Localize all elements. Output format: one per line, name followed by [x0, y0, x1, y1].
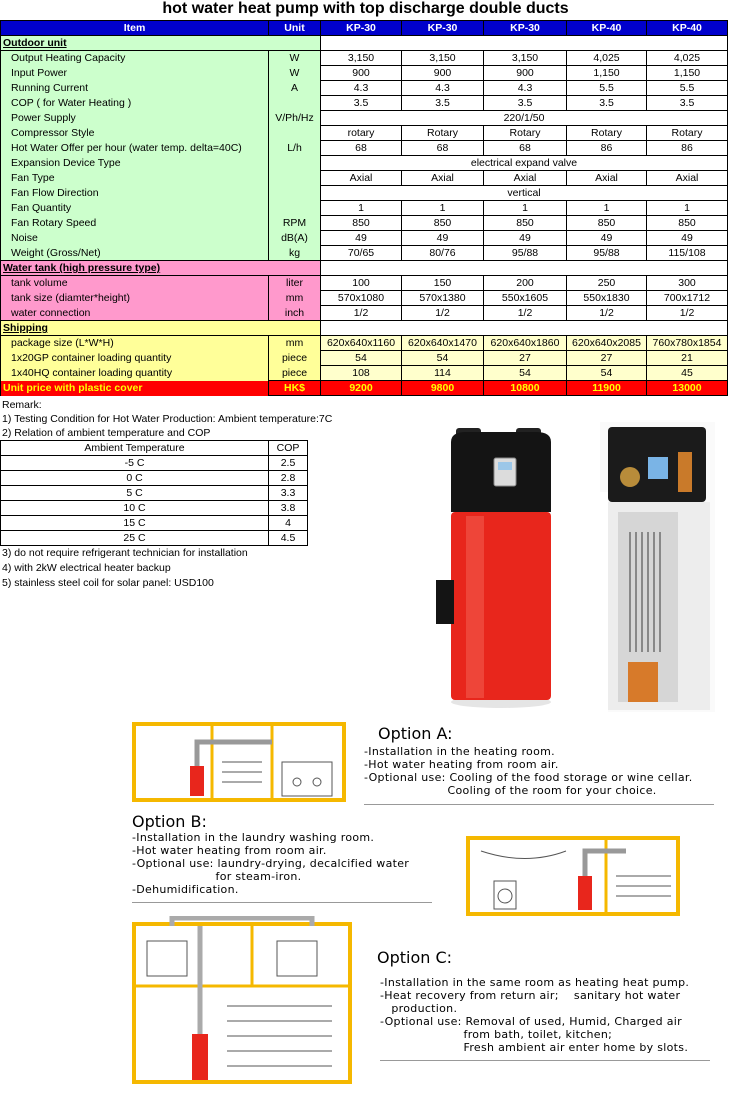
table-row	[1, 516, 308, 531]
row-unit	[269, 96, 321, 111]
table-row	[1, 216, 728, 231]
header-model: KP-30	[402, 21, 484, 36]
table-row	[1, 66, 728, 81]
price-value: 10800	[484, 381, 567, 396]
row-value: 68	[402, 141, 484, 156]
row-value: 49	[647, 231, 728, 246]
row-value: 850	[484, 216, 567, 231]
row-value: 570x1380	[402, 291, 484, 306]
row-label: Compressor Style	[1, 126, 269, 141]
cop-value: 4.5	[269, 531, 308, 546]
row-value: 1	[402, 201, 484, 216]
row-value: 1,150	[647, 66, 728, 81]
row-value: 27	[484, 351, 567, 366]
row-value: 3,150	[402, 51, 484, 66]
header-model: KP-40	[647, 21, 728, 36]
row-label: Expansion Device Type	[1, 156, 269, 171]
row-value: 550x1605	[484, 291, 567, 306]
row-value: 250	[567, 276, 647, 291]
option-a-title: Option A:	[378, 724, 453, 743]
row-unit: piece	[269, 351, 321, 366]
header-model: KP-30	[484, 21, 567, 36]
row-label: Fan Rotary Speed	[1, 216, 269, 231]
row-value: 54	[321, 351, 402, 366]
table-row	[1, 351, 728, 366]
row-label: COP ( for Water Heating )	[1, 96, 269, 111]
table-row	[1, 501, 308, 516]
table-row	[1, 306, 728, 321]
row-value: 620x640x1470	[402, 336, 484, 351]
table-row	[1, 141, 728, 156]
section-tank	[1, 261, 728, 276]
row-value: 54	[567, 366, 647, 381]
row-value: 1/2	[402, 306, 484, 321]
row-value: 1,150	[567, 66, 647, 81]
row-value: 3,150	[484, 51, 567, 66]
option-c-divider	[380, 1060, 710, 1061]
table-row	[1, 471, 308, 486]
row-value: 54	[402, 351, 484, 366]
row-unit: mm	[269, 291, 321, 306]
row-unit	[269, 201, 321, 216]
option-c-diagram	[132, 916, 352, 1084]
spec-header-row	[1, 21, 728, 36]
cop-value: 3.8	[269, 501, 308, 516]
row-value: 100	[321, 276, 402, 291]
table-row	[1, 231, 728, 246]
row-label: tank volume	[1, 276, 269, 291]
table-row	[1, 246, 728, 261]
row-value: 3,150	[321, 51, 402, 66]
row-value: 4.3	[402, 81, 484, 96]
section-heading: Shipping	[1, 321, 321, 336]
row-value: 300	[647, 276, 728, 291]
row-value: Axial	[647, 171, 728, 186]
page-title: hot water heat pump with top discharge double ducts	[162, 0, 569, 17]
row-value: rotary	[321, 126, 402, 141]
row-label: Power Supply	[1, 111, 269, 126]
price-label: Unit price with plastic cover	[1, 381, 269, 396]
row-value: 1/2	[484, 306, 567, 321]
row-value: 3.5	[321, 96, 402, 111]
header-model: KP-30	[321, 21, 402, 36]
row-label: package size (L*W*H)	[1, 336, 269, 351]
row-value: 5.5	[567, 81, 647, 96]
spec-table	[0, 20, 728, 396]
row-unit	[269, 126, 321, 141]
row-unit: inch	[269, 306, 321, 321]
table-row	[1, 276, 728, 291]
header-item: Item	[1, 21, 269, 36]
row-value: 4,025	[647, 51, 728, 66]
row-value: 27	[567, 351, 647, 366]
row-merged-value: vertical	[321, 186, 728, 201]
row-value: 49	[567, 231, 647, 246]
table-row	[1, 111, 728, 126]
row-value: 570x1080	[321, 291, 402, 306]
row-value: 850	[647, 216, 728, 231]
row-value: 95/88	[484, 246, 567, 261]
cop-header-cop: COP	[269, 441, 308, 456]
row-value: 3.5	[567, 96, 647, 111]
row-value: 620x640x2085	[567, 336, 647, 351]
cop-value: 2.5	[269, 456, 308, 471]
heat-pump-photo	[436, 420, 566, 710]
row-label: water connection	[1, 306, 269, 321]
table-row	[1, 171, 728, 186]
price-unit: HK$	[269, 381, 321, 396]
row-unit	[269, 156, 321, 171]
row-label: Hot Water Offer per hour (water temp. delta=40C)	[1, 141, 269, 156]
row-unit: kg	[269, 246, 321, 261]
row-value: 1/2	[321, 306, 402, 321]
row-value: 4.3	[484, 81, 567, 96]
row-value: 54	[484, 366, 567, 381]
row-value: 900	[321, 66, 402, 81]
remark-heading: Remark:	[2, 399, 42, 411]
row-merged-value: 220/1/50	[321, 111, 728, 126]
row-value: 850	[402, 216, 484, 231]
table-row	[1, 81, 728, 96]
section-heading: Outdoor unit	[1, 36, 321, 51]
row-value: 3.5	[647, 96, 728, 111]
price-row	[1, 381, 728, 396]
cop-temp: 25 C	[1, 531, 269, 546]
cop-header-temp: Ambient Temperature	[1, 441, 269, 456]
row-label: Output Heating Capacity	[1, 51, 269, 66]
row-value: 4.3	[321, 81, 402, 96]
table-row	[1, 51, 728, 66]
cop-temp: 15 C	[1, 516, 269, 531]
remark-5: 5) stainless steel coil for solar panel: USD100	[2, 577, 214, 589]
option-a-divider	[364, 804, 714, 805]
table-row	[1, 201, 728, 216]
row-value: Axial	[402, 171, 484, 186]
row-unit: A	[269, 81, 321, 96]
section-spacer	[321, 321, 728, 336]
row-unit	[269, 171, 321, 186]
option-c-title: Option C:	[377, 948, 453, 967]
row-value: 49	[484, 231, 567, 246]
row-value: Rotary	[647, 126, 728, 141]
row-value: 86	[647, 141, 728, 156]
price-value: 9200	[321, 381, 402, 396]
option-a-diagram	[132, 722, 346, 802]
row-unit: dB(A)	[269, 231, 321, 246]
cop-temp: 0 C	[1, 471, 269, 486]
option-b-divider	[132, 902, 432, 903]
row-value: Rotary	[567, 126, 647, 141]
row-value: 1/2	[647, 306, 728, 321]
row-unit: RPM	[269, 216, 321, 231]
row-unit: V/Ph/Hz	[269, 111, 321, 126]
row-label: Running Current	[1, 81, 269, 96]
table-row	[1, 291, 728, 306]
row-value: 550x1830	[567, 291, 647, 306]
table-row	[1, 486, 308, 501]
table-row	[1, 456, 308, 471]
row-value: Axial	[567, 171, 647, 186]
row-unit: W	[269, 51, 321, 66]
row-value: 1	[647, 201, 728, 216]
row-value: 150	[402, 276, 484, 291]
row-label: Weight (Gross/Net)	[1, 246, 269, 261]
row-unit: liter	[269, 276, 321, 291]
row-value: 3.5	[484, 96, 567, 111]
row-label: Noise	[1, 231, 269, 246]
row-value: 620x640x1160	[321, 336, 402, 351]
cop-table	[0, 440, 308, 546]
row-value: 80/76	[402, 246, 484, 261]
table-row	[1, 186, 728, 201]
row-value: 4,025	[567, 51, 647, 66]
remark-3: 3) do not require refrigerant technician for installation	[2, 547, 248, 559]
table-row	[1, 96, 728, 111]
row-value: 200	[484, 276, 567, 291]
row-unit: piece	[269, 366, 321, 381]
section-spacer	[321, 261, 728, 276]
header-unit: Unit	[269, 21, 321, 36]
cop-temp: 5 C	[1, 486, 269, 501]
row-label: Fan Quantity	[1, 201, 269, 216]
price-value: 11900	[567, 381, 647, 396]
row-value: Axial	[321, 171, 402, 186]
row-value: 86	[567, 141, 647, 156]
row-value: 900	[484, 66, 567, 81]
row-value: 1	[321, 201, 402, 216]
table-row	[1, 126, 728, 141]
heat-pump-cutaway-photo	[600, 422, 715, 712]
table-row	[1, 531, 308, 546]
cop-value: 2.8	[269, 471, 308, 486]
row-value: 70/65	[321, 246, 402, 261]
row-value: 3.5	[402, 96, 484, 111]
cop-value: 4	[269, 516, 308, 531]
row-unit: W	[269, 66, 321, 81]
row-unit: L/h	[269, 141, 321, 156]
row-value: 108	[321, 366, 402, 381]
remark-2: 2) Relation of ambient temperature and COP	[2, 427, 211, 439]
remark-1: 1) Testing Condition for Hot Water Production: Ambient temperature:7C	[2, 413, 333, 425]
row-value: 620x640x1860	[484, 336, 567, 351]
option-b-text: -Installation in the laundry washing room. -Hot water heating from room air. -Optional use: laundry-drying, decalcified water for steam-iron. -Dehumidification.	[132, 831, 410, 896]
section-spacer	[321, 36, 728, 51]
row-value: 700x1712	[647, 291, 728, 306]
row-value: 68	[321, 141, 402, 156]
row-label: 1x40HQ container loading quantity	[1, 366, 269, 381]
row-value: 850	[321, 216, 402, 231]
row-value: 21	[647, 351, 728, 366]
row-label: Input Power	[1, 66, 269, 81]
row-value: 49	[402, 231, 484, 246]
option-b-title: Option B:	[132, 812, 207, 831]
row-label: Fan Type	[1, 171, 269, 186]
row-merged-value: electrical expand valve	[321, 156, 728, 171]
row-value: 45	[647, 366, 728, 381]
option-a-text: -Installation in the heating room. -Hot water heating from room air. -Optional use: Cooling of the food storage or wine cellar. Cooling of the room for your choice.	[364, 745, 693, 797]
section-heading: Water tank (high pressure type)	[1, 261, 321, 276]
row-value: 114	[402, 366, 484, 381]
row-value: 115/108	[647, 246, 728, 261]
row-value: Axial	[484, 171, 567, 186]
row-value: 5.5	[647, 81, 728, 96]
row-unit: mm	[269, 336, 321, 351]
cop-header-row	[1, 441, 308, 456]
table-row	[1, 366, 728, 381]
row-value: 1/2	[567, 306, 647, 321]
cop-temp: 10 C	[1, 501, 269, 516]
row-value: 49	[321, 231, 402, 246]
row-value: 850	[567, 216, 647, 231]
remark-4: 4) with 2kW electrical heater backup	[2, 562, 171, 574]
section-shipping	[1, 321, 728, 336]
row-value: 1	[567, 201, 647, 216]
section-outdoor	[1, 36, 728, 51]
row-value: 900	[402, 66, 484, 81]
header-model: KP-40	[567, 21, 647, 36]
row-value: Rotary	[484, 126, 567, 141]
table-row	[1, 156, 728, 171]
row-value: Rotary	[402, 126, 484, 141]
row-value: 68	[484, 141, 567, 156]
table-row	[1, 336, 728, 351]
row-value: 760x780x1854	[647, 336, 728, 351]
row-value: 1	[484, 201, 567, 216]
row-label: Fan Flow Direction	[1, 186, 269, 201]
row-label: 1x20GP container loading quantity	[1, 351, 269, 366]
option-b-diagram	[466, 836, 680, 916]
row-value: 95/88	[567, 246, 647, 261]
row-label: tank size (diamter*height)	[1, 291, 269, 306]
cop-value: 3.3	[269, 486, 308, 501]
option-c-text: -Installation in the same room as heating heat pump. -Heat recovery from return air; sanitary hot water production. -Optional use: Removal of used, Humid, Charged air from bath, toilet, kitchen; Fresh ambient air enter home by slots.	[380, 976, 690, 1054]
price-value: 9800	[402, 381, 484, 396]
price-value: 13000	[647, 381, 728, 396]
cop-temp: -5 C	[1, 456, 269, 471]
row-unit	[269, 186, 321, 201]
